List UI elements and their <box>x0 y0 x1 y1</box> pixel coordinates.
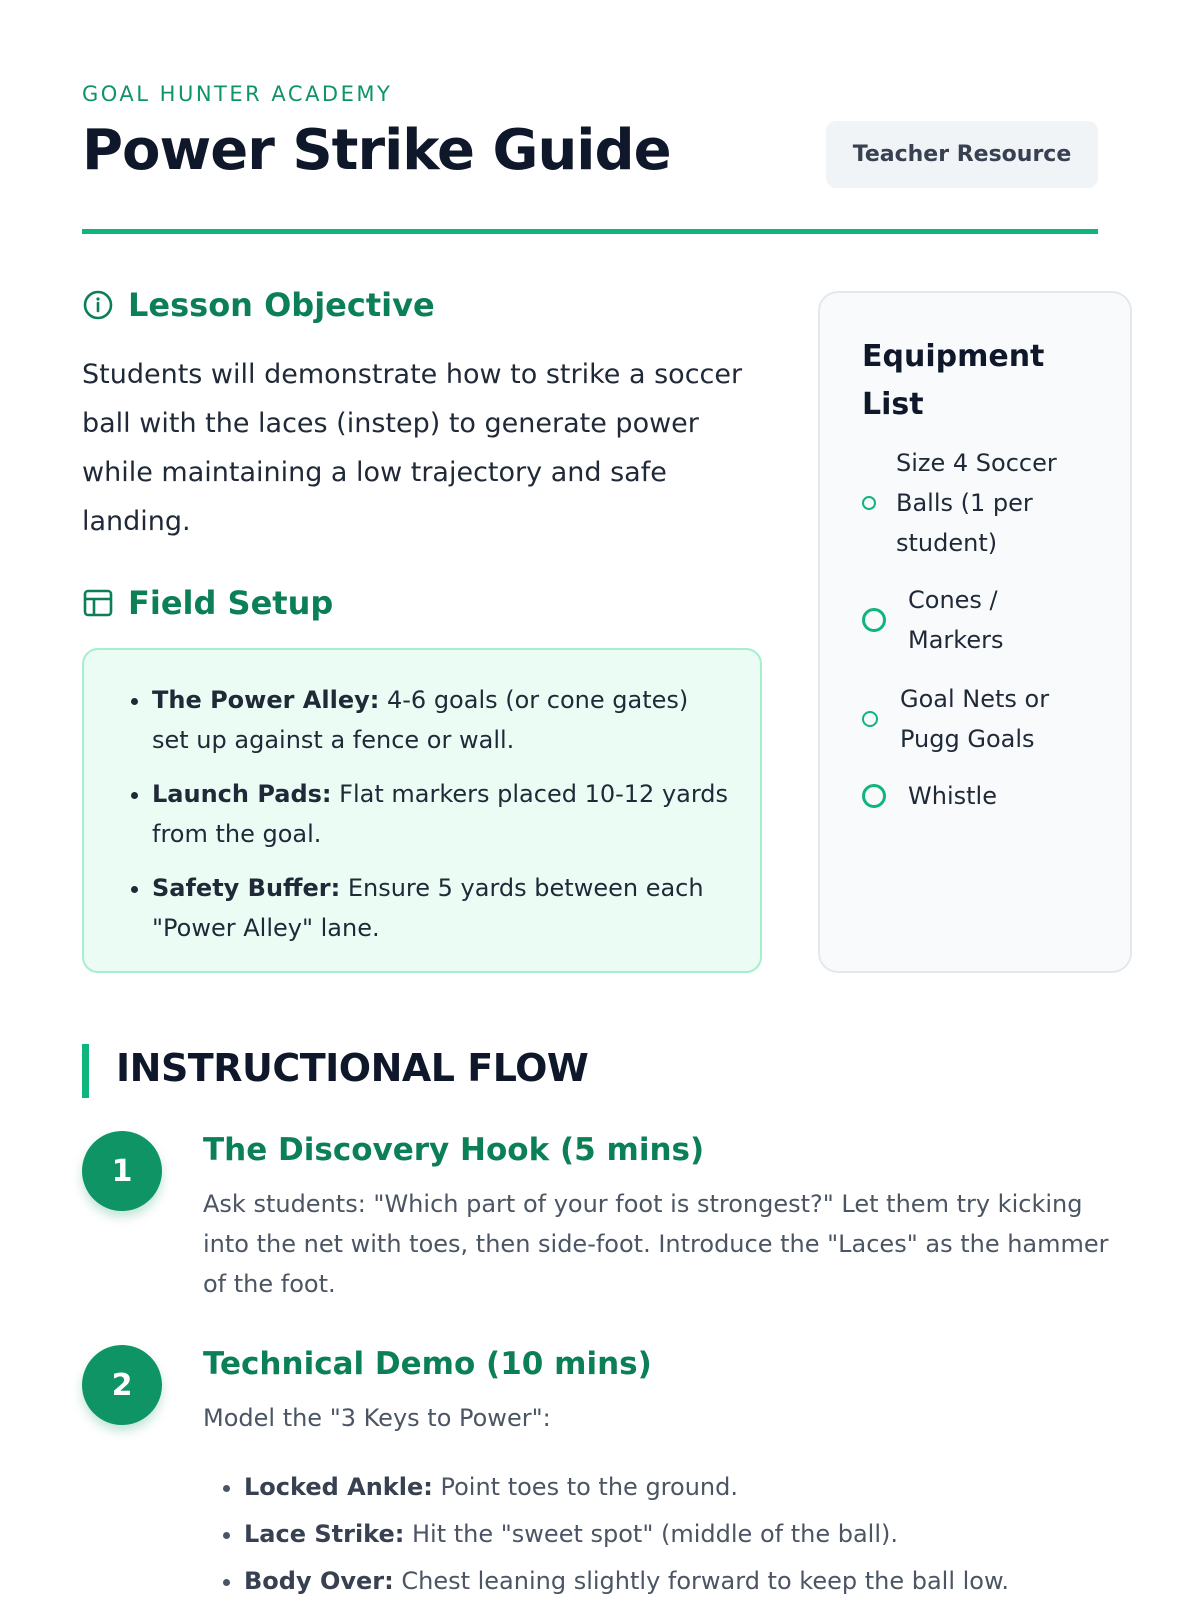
instructional-flow-heading: INSTRUCTIONAL FLOW <box>116 1046 589 1090</box>
equipment-item: Whistle <box>862 776 997 816</box>
layout-icon <box>82 587 114 619</box>
power-key-item: • Body Over: Chest leaning slightly forward to keep the ball low. <box>244 1558 1009 1600</box>
field-setup-box <box>82 648 762 973</box>
step-number-badge: 1 <box>82 1131 162 1211</box>
circle-bullet-icon <box>862 608 886 632</box>
page-title: Power Strike Guide <box>82 118 671 183</box>
equipment-title: Equipment List <box>862 339 1045 422</box>
objective-heading-label: Lesson Objective <box>128 286 435 324</box>
power-keys-list <box>244 1464 1009 1600</box>
circle-bullet-icon <box>862 784 886 808</box>
equipment-item: Goal Nets or Pugg Goals <box>862 679 1070 759</box>
equipment-item: Cones / Markers <box>862 580 1018 660</box>
step-number-badge: 2 <box>82 1345 162 1425</box>
objective-heading <box>82 286 435 324</box>
teacher-resource-badge: Teacher Resource <box>826 121 1098 188</box>
setup-item: • The Power Alley: 4-6 goals (or cone gates) set up against a fence or wall. <box>152 680 730 760</box>
header-divider <box>82 229 1098 234</box>
setup-item: • Safety Buffer: Ensure 5 yards between each "Power Alley" lane. <box>152 868 730 948</box>
academy-name: GOAL HUNTER ACADEMY <box>82 82 393 106</box>
equipment-item: Size 4 Soccer Balls (1 per student) <box>862 443 1066 563</box>
field-setup-heading <box>82 584 333 622</box>
step-body: Model the "3 Keys to Power": <box>203 1404 551 1432</box>
flow-accent-bar <box>82 1044 89 1098</box>
info-icon <box>82 289 114 321</box>
circle-bullet-icon <box>862 496 876 510</box>
step-body: Ask students: "Which part of your foot is strongest?" Let them try kicking into the net with toes, then side-foot. Introduce the "Laces" as the hammer of the foot. <box>203 1190 1109 1298</box>
power-key-item: • Locked Ankle: Point toes to the ground. <box>244 1464 1009 1511</box>
equipment-card <box>818 291 1132 973</box>
field-setup-heading-label: Field Setup <box>128 584 334 622</box>
power-key-item: • Lace Strike: Hit the "sweet spot" (middle of the ball). <box>244 1511 1009 1558</box>
circle-bullet-icon <box>862 711 878 727</box>
step-title: Technical Demo (10 mins) <box>203 1346 652 1382</box>
step-title: The Discovery Hook (5 mins) <box>203 1132 705 1168</box>
objective-text: Students will demonstrate how to strike a soccer ball with the laces (instep) to generate power while maintaining a low trajectory and safe landing. <box>82 359 743 537</box>
setup-item: • Launch Pads: Flat markers placed 10-12 yards from the goal. <box>152 774 730 854</box>
